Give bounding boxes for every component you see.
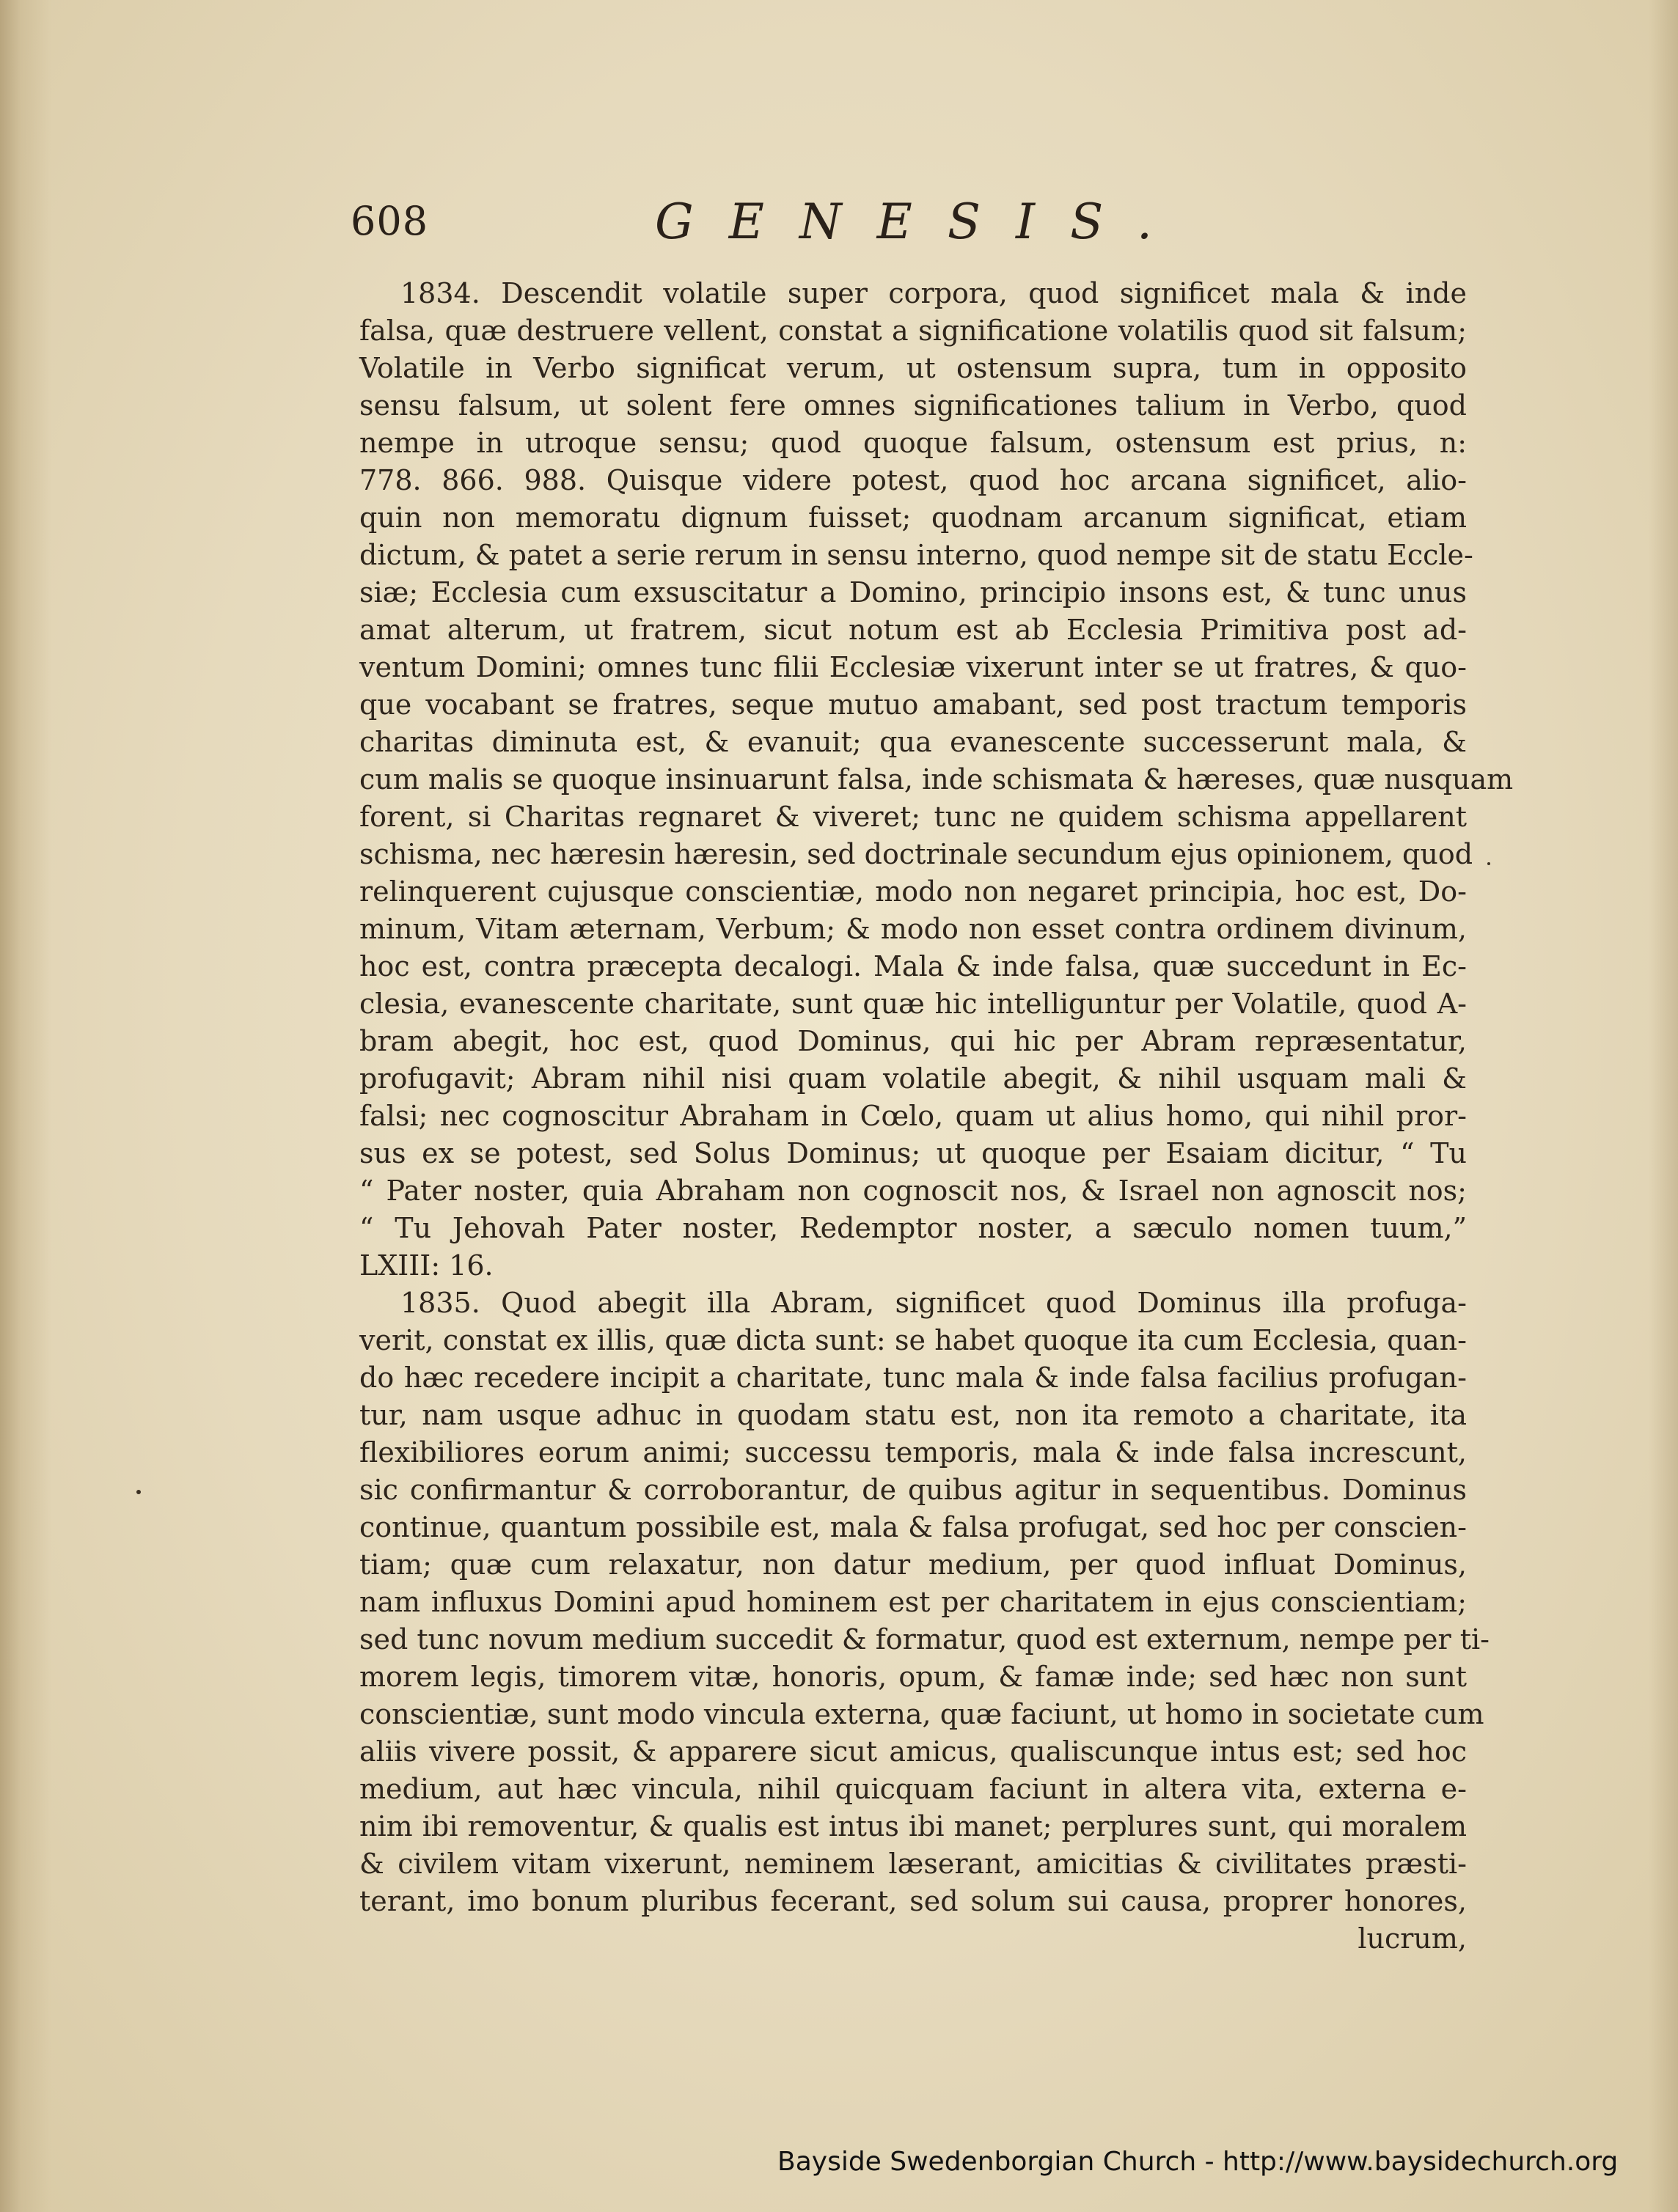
text-line: 1834. Descendit volatile super corpora, quod significet mala & inde <box>400 277 1467 309</box>
text-line: sus ex se potest, sed Solus Dominus; ut quoque per Esaiam dicitur, “ Tu <box>359 1137 1467 1169</box>
text-line: cum malis se quoque insinuarunt falsa, inde schismata & hæreses, quæ nusquam <box>359 763 1514 795</box>
text-line: schisma, nec hæresin hæresin, sed doctrinale secundum ejus opinionem, quod <box>359 838 1473 870</box>
paper-speck <box>1487 862 1490 865</box>
text-line: “ Tu Jehovah Pater noster, Redemptor noster, a sæculo nomen tuum,” <box>359 1212 1467 1244</box>
text-line: hoc est, contra præcepta decalogi. Mala & inde falsa, quæ succedunt in Ec- <box>359 950 1467 982</box>
text-line: morem legis, timorem vitæ, honoris, opum, & famæ inde; sed hæc non sunt <box>359 1661 1467 1693</box>
text-line: lucrum, <box>1358 1922 1467 1955</box>
text-line: que vocabant se fratres, seque mutuo amabant, sed post tractum temporis <box>359 688 1467 721</box>
text-line: LXIII: 16. <box>359 1249 494 1282</box>
page-edge-shadow <box>1649 0 1678 2212</box>
text-line: conscientiæ, sunt modo vincula externa, quæ faciunt, ut homo in societate cum <box>359 1698 1484 1730</box>
text-line: tiam; quæ cum relaxatur, non datur medium, per quod influat Dominus, <box>359 1548 1467 1581</box>
text-line: falsa, quæ destruere vellent, constat a significatione volatilis quod sit falsum; <box>359 315 1467 347</box>
text-line: profugavit; Abram nihil nisi quam volatile abegit, & nihil usquam mali & <box>359 1062 1467 1095</box>
text-line: 1835. Quod abegit illa Abram, significet quod Dominus illa profuga- <box>400 1287 1467 1319</box>
text-line: Volatile in Verbo significat verum, ut ostensum supra, tum in opposito <box>359 352 1467 384</box>
text-line: tur, nam usque adhuc in quodam statu est, non ita remoto a charitate, ita <box>359 1399 1467 1431</box>
text-line: aliis vivere possit, & apparere sicut amicus, qualiscunque intus est; sed hoc <box>359 1735 1467 1768</box>
text-line: quin non memoratu dignum fuisset; quodnam arcanum significat, etiam <box>359 501 1467 534</box>
text-line: amat alterum, ut fratrem, sicut notum est ab Ecclesia Primitiva post ad- <box>359 614 1467 646</box>
text-line: relinquerent cujusque conscientiæ, modo non negaret principia, hoc est, Do- <box>359 875 1467 908</box>
text-line: bram abegit, hoc est, quod Dominus, qui hic per Abram repræsentatur, <box>359 1025 1467 1057</box>
text-line: do hæc recedere incipit a charitate, tunc mala & inde falsa facilius profugan- <box>359 1362 1467 1394</box>
body-text <box>359 275 1514 1958</box>
text-line: continue, quantum possibile est, mala & falsa profugat, sed hoc per conscien- <box>359 1511 1467 1543</box>
running-title: GENESIS. <box>655 194 1187 250</box>
text-line: nam influxus Domini apud hominem est per charitatem in ejus conscientiam; <box>359 1586 1467 1618</box>
text-line: sed tunc novum medium succedit & formatur, quod est externum, nempe per ti- <box>359 1623 1490 1656</box>
text-line: “ Pater noster, quia Abraham non cognoscit nos, & Israel non agnoscit nos; <box>359 1175 1467 1207</box>
text-line: 778. 866. 988. Quisque videre potest, quod hoc arcana significet, alio- <box>359 464 1467 496</box>
paper-speck <box>136 1490 141 1494</box>
text-line: terant, imo bonum pluribus fecerant, sed solum sui causa, proprer honores, <box>359 1885 1467 1917</box>
text-line: nim ibi removentur, & qualis est intus ibi manet; perplures sunt, qui moralem <box>359 1810 1467 1842</box>
text-line: clesia, evanescente charitate, sunt quæ hic intelliguntur per Volatile, quod A- <box>359 988 1467 1020</box>
text-line: siæ; Ecclesia cum exsuscitatur a Domino, principio insons est, & tunc unus <box>359 576 1467 609</box>
text-line: charitas diminuta est, & evanuit; qua evanescente successerunt mala, & <box>359 726 1467 758</box>
text-line: falsi; nec cognoscitur Abraham in Cœlo, quam ut alius homo, qui nihil pror- <box>359 1100 1467 1132</box>
text-line: ventum Domini; omnes tunc filii Ecclesiæ vixerunt inter se ut fratres, & quo- <box>359 651 1467 683</box>
text-line: sensu falsum, ut solent fere omnes significationes talium in Verbo, quod <box>359 389 1467 422</box>
text-line: flexibiliores eorum animi; successu temporis, mala & inde falsa increscunt, <box>359 1436 1467 1469</box>
gutter-shadow <box>0 0 51 2212</box>
text-line: dictum, & patet a serie rerum in sensu interno, quod nempe sit de statu Eccle- <box>359 539 1473 571</box>
page-header <box>351 194 1484 264</box>
watermark-text: Bayside Swedenborgian Church - http://www.baysidechurch.org <box>777 2147 1619 2177</box>
page-number: 608 <box>351 198 429 244</box>
text-line: medium, aut hæc vincula, nihil quicquam faciunt in altera vita, externa e- <box>359 1773 1467 1805</box>
text-line: verit, constat ex illis, quæ dicta sunt: se habet quoque ita cum Ecclesia, quan- <box>359 1324 1467 1356</box>
text-line: minum, Vitam æternam, Verbum; & modo non esset contra ordinem divinum, <box>359 913 1467 945</box>
text-line: & civilem vitam vixerunt, neminem læserant, amicitias & civilitates præsti- <box>359 1848 1467 1880</box>
text-line: forent, si Charitas regnaret & viveret; tunc ne quidem schisma appellarent <box>359 801 1467 833</box>
text-line: nempe in utroque sensu; quod quoque falsum, ostensum est prius, n: <box>359 427 1467 459</box>
text-line: sic confirmantur & corroborantur, de quibus agitur in sequentibus. Dominus <box>359 1474 1467 1506</box>
